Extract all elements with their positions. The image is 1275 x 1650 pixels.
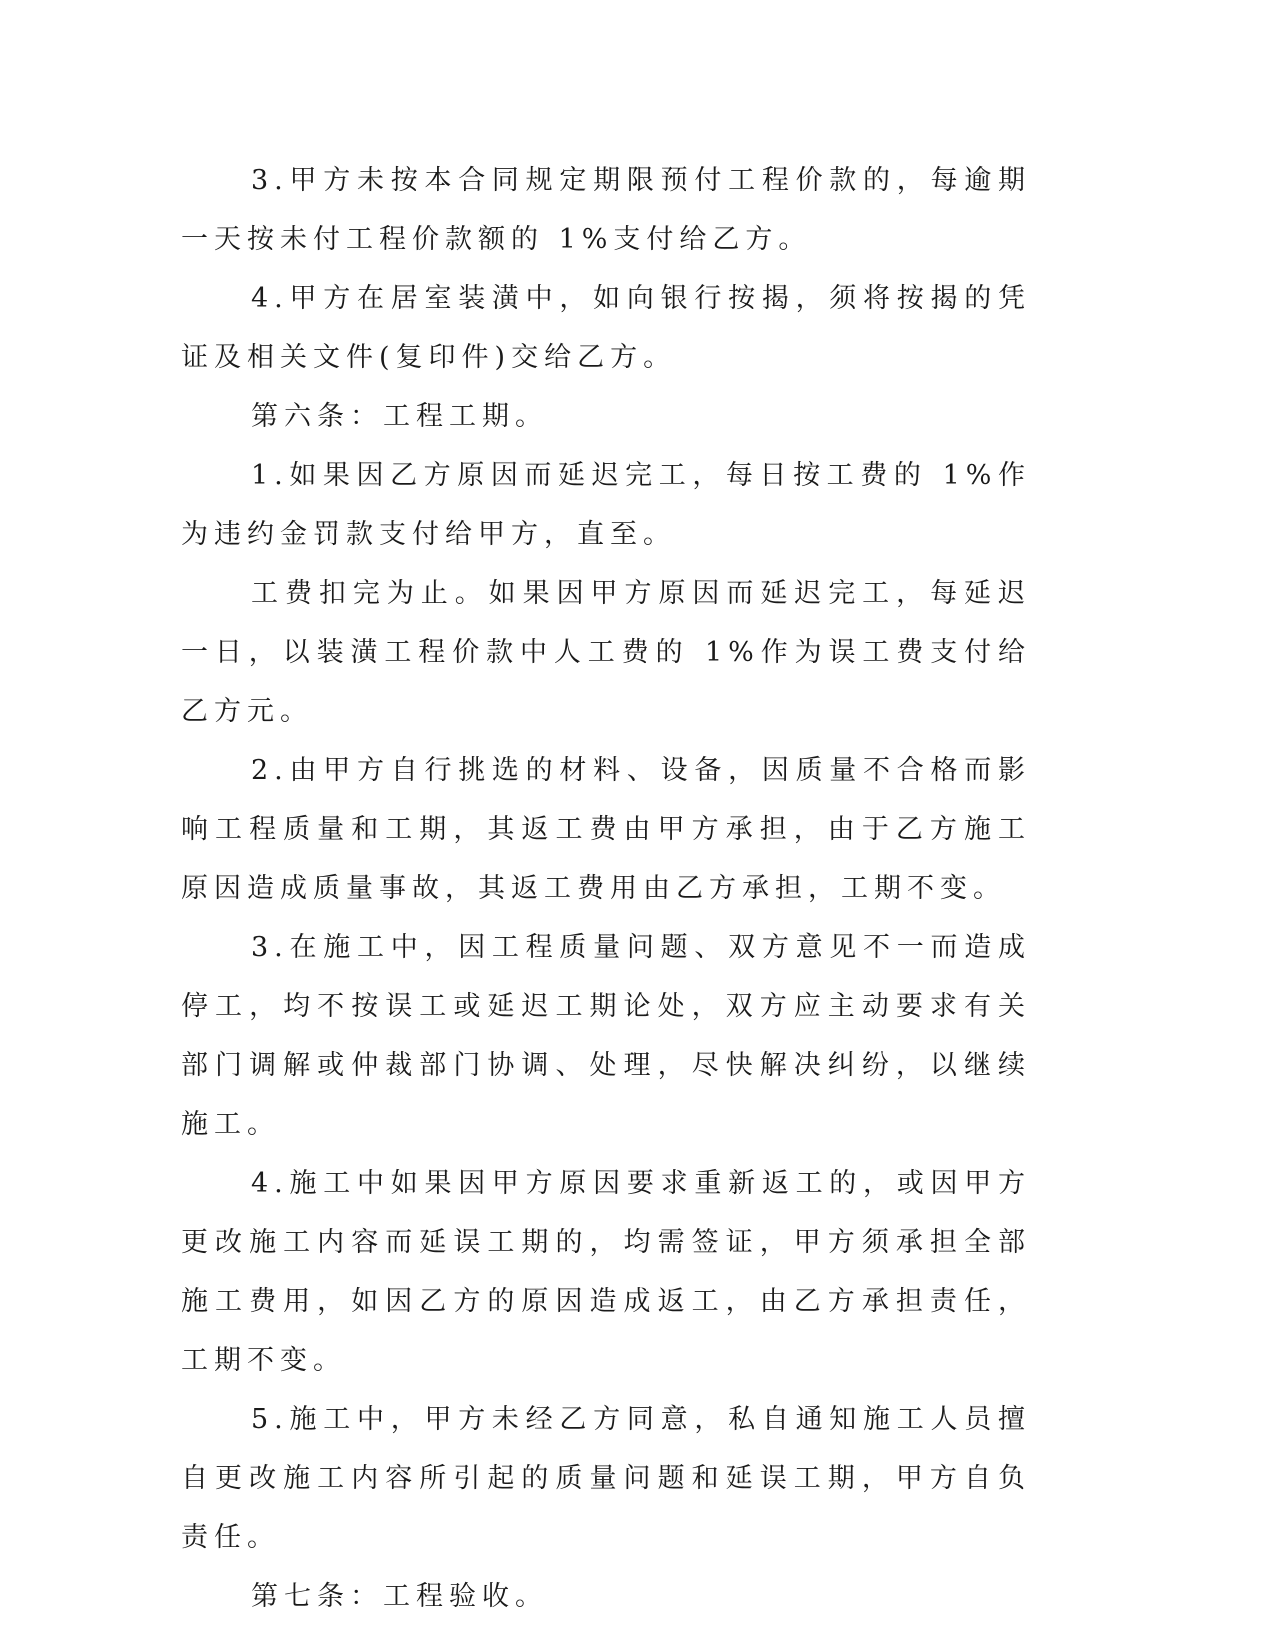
heading-clause-6: 第六条：工程工期。 bbox=[251, 401, 548, 432]
paragraph-clause-5-item-3: 3.甲方未按本合同规定期限预付工程价款的，每逾期一天按未付工程价款额的 1%支付给乙方。 bbox=[181, 165, 1031, 255]
paragraph-clause-6-item-2: 2.由甲方自行挑选的材料、设备，因质量不合格而影响工程质量和工期，其返工费由甲方承担，由于乙方施工原因造成质量事故，其返工费用由乙方承担，工期不变。 bbox=[181, 755, 1031, 904]
paragraph-clause-5-item-4: 4.甲方在居室装潢中，如向银行按揭，须将按揭的凭证及相关文件(复印件)交给乙方。 bbox=[181, 283, 1031, 373]
paragraph-clause-6-item-4: 4.施工中如果因甲方原因要求重新返工的，或因甲方更改施工内容而延误工期的，均需签证，甲方须承担全部施工费用，如因乙方的原因造成返工，由乙方承担责任，工期不变。 bbox=[181, 1168, 1031, 1376]
paragraph-clause-6-item-1: 1.如果因乙方原因而延迟完工，每日按工费的 1%作为违约金罚款支付给甲方，直至。 bbox=[181, 460, 1031, 550]
paragraph-clause-6-item-1-continued: 工费扣完为止。如果因甲方原因而延迟完工，每延迟一日，以装潢工程价款中人工费的 1%作为误工费支付给乙方元。 bbox=[181, 578, 1031, 727]
document-body bbox=[181, 151, 1031, 1626]
paragraph-clause-6-item-5: 5.施工中，甲方未经乙方同意，私自通知施工人员擅自更改施工内容所引起的质量问题和延误工期，甲方自负责任。 bbox=[181, 1404, 1031, 1553]
heading-clause-7: 第七条：工程验收。 bbox=[251, 1581, 548, 1612]
paragraph-clause-6-item-3: 3.在施工中，因工程质量问题、双方意见不一而造成停工，均不按误工或延迟工期论处，双方应主动要求有关部门调解或仲裁部门协调、处理，尽快解决纠纷，以继续施工。 bbox=[181, 932, 1031, 1140]
